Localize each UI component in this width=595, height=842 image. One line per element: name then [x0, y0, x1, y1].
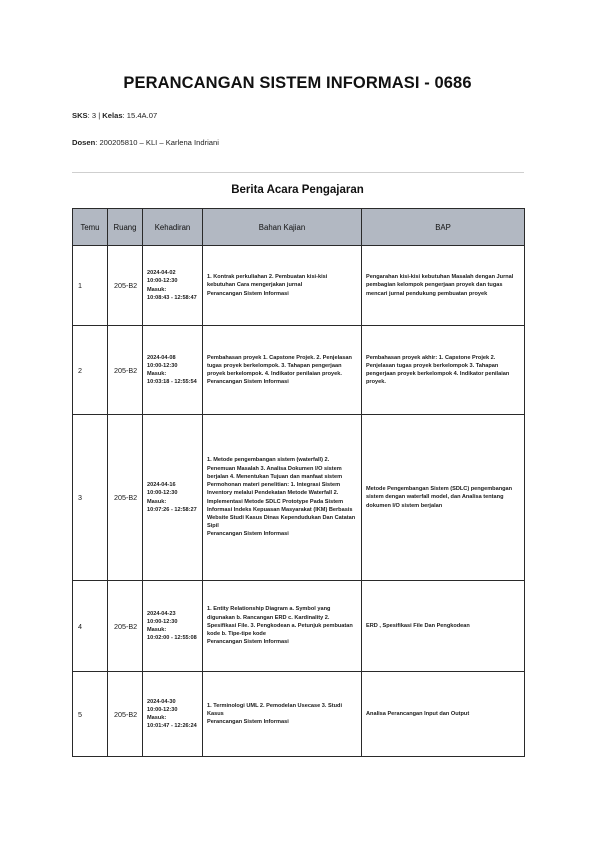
- table-row: [73, 581, 525, 672]
- kehadiran-masuk-label: Masuk:: [147, 498, 167, 505]
- dosen-value: : 200205810 – KLI – Karlena Indriani: [95, 138, 219, 147]
- table-row: [73, 672, 525, 757]
- bahan-mata-kuliah: Perancangan Sistem Informasi: [207, 379, 289, 386]
- header-bahan-kajian: Bahan Kajian: [203, 209, 362, 246]
- kehadiran-jam: 10:00-12:30: [147, 490, 178, 497]
- cell-bap: Pembahasan proyek akhir: 1. Capstone Projek 2. Penjelasan tugas proyek berkelompok 3. Tahapan pengerjaan proyek berkelompok 4. Indikator penilaian proyek.: [362, 326, 525, 415]
- kehadiran-masuk-label: Masuk:: [147, 715, 167, 721]
- table-row: [73, 246, 525, 326]
- bahan-text: 1. Terminologi UML 2. Pemodelan Usecase 3. Studi Kasus: [207, 702, 343, 717]
- cell-kehadiran: [143, 581, 203, 672]
- table-row: [73, 415, 525, 581]
- cell-bahan-kajian: [203, 326, 362, 415]
- cell-bahan-kajian: [203, 246, 362, 326]
- cell-bahan-kajian: [203, 672, 362, 757]
- kehadiran-jam: 10:00-12:30: [147, 362, 178, 369]
- bahan-text: 1. Entity Relationship Diagram a. Symbol yang digunakan b. Rancangan ERD c. Kardinality 2. Spesifikasi File. 3. Pengkodean a. Petunjuk pembuatan kode b. Tipe-tipe kode: [207, 606, 353, 638]
- header-kehadiran: Kehadiran: [143, 209, 203, 246]
- cell-temu: 2: [73, 326, 108, 415]
- cell-temu: 4: [73, 581, 108, 672]
- sks-label: SKS: [72, 111, 88, 120]
- kehadiran-masuk: 10:03:18 - 12:55:54: [147, 379, 197, 386]
- cell-ruang: 205-B2: [108, 415, 143, 581]
- cell-ruang: 205-B2: [108, 581, 143, 672]
- cell-bap: ERD , Spesifikasi File Dan Pengkodean: [362, 581, 525, 672]
- cell-bap: Pengarahan kisi-kisi kebutuhan Masalah dengan Jurnal pembagian kelompok pengerjaan proyek dan tugas mencari jurnal pendukung pembuatan proyek: [362, 246, 525, 326]
- dosen-label: Dosen: [72, 138, 96, 147]
- section-title: Berita Acara Pengajaran: [231, 184, 364, 196]
- bahan-text: 1. Kontrak perkuliahan 2. Pembuatan kisi-kisi kebutuhan Cara mengerjakan jurnal: [207, 274, 328, 289]
- kelas-label: Kelas: [102, 111, 123, 120]
- bahan-text: Pembahasan proyek 1. Capstone Projek. 2. Penjelasan tugas proyek berkelompok. 3. Tahapan pengerjaan proyek berkelompok. 4. Indikator penilaian proyek.: [207, 354, 352, 377]
- kehadiran-masuk-label: Masuk:: [147, 627, 167, 633]
- cell-kehadiran: [143, 246, 203, 326]
- sks-value: : 3: [87, 111, 97, 120]
- course-meta-sks-kelas: [72, 111, 157, 120]
- kelas-value: : 15.4A.07: [122, 111, 158, 120]
- cell-temu: 5: [73, 672, 108, 757]
- divider: [72, 172, 524, 173]
- kehadiran-jam: 10:00-12:30: [147, 706, 178, 713]
- kehadiran-tanggal: 2024-04-23: [147, 610, 176, 617]
- cell-bahan-kajian: [203, 415, 362, 581]
- kehadiran-jam: 10:00-12:30: [147, 618, 178, 625]
- cell-bap: Metode Pengembangan Sistem (SDLC) pengembangan sistem dengan waterfall model, dan Analisa tentang dokumen I/O sistem berjalan: [362, 415, 525, 581]
- header-bap: BAP: [362, 209, 525, 246]
- cell-kehadiran: [143, 672, 203, 757]
- kehadiran-masuk: 10:02:00 - 12:55:08: [147, 635, 197, 642]
- cell-temu: 1: [73, 246, 108, 326]
- cell-bahan-kajian: [203, 581, 362, 672]
- cell-bap: Analisa Perancangan Input dan Output: [362, 672, 525, 757]
- kehadiran-masuk-label: Masuk:: [147, 371, 167, 377]
- kehadiran-masuk: 10:07:26 - 12:58:27: [147, 506, 197, 513]
- kehadiran-jam: 10:00-12:30: [147, 278, 178, 285]
- kehadiran-tanggal: 2024-04-08: [147, 354, 176, 361]
- table-header-row: [73, 209, 525, 246]
- kehadiran-tanggal: 2024-04-16: [147, 482, 176, 489]
- cell-ruang: 205-B2: [108, 326, 143, 415]
- course-meta-dosen: [72, 138, 219, 147]
- header-ruang: Ruang: [108, 209, 143, 246]
- kehadiran-masuk: 10:01:47 - 12:26:24: [147, 723, 197, 730]
- bahan-mata-kuliah: Perancangan Sistem Informasi: [207, 531, 289, 538]
- kehadiran-tanggal: 2024-04-02: [147, 270, 176, 277]
- bahan-mata-kuliah: Perancangan Sistem Informasi: [207, 639, 289, 646]
- kehadiran-masuk: 10:08:43 - 12:58:47: [147, 294, 197, 301]
- bahan-text: 1. Metode pengembangan sistem (waterfall) 2. Penemuan Masalah 3. Analisa Dokumen I/O sistem berjalan 4. Menentukan Tujuan dan manfaat sistem Permohonan materi penelitian: 1. Integrasi Sistem Inventory melalui Pendekatan Metode Waterfall 2. Implementasi Metode SDLC Prototype Pada Sistem Informasi Indeks Kepuasan Masyarakat (IKM) Berbasis Website Studi Kasus Dinas Kependudukan Dan Catatan Sipil: [207, 457, 356, 530]
- kehadiran-masuk-label: Masuk:: [147, 286, 167, 293]
- cell-ruang: 205-B2: [108, 672, 143, 757]
- cell-kehadiran: [143, 326, 203, 415]
- bahan-mata-kuliah: Perancangan Sistem Informasi: [207, 719, 289, 726]
- bahan-mata-kuliah: Perancangan Sistem Informasi: [207, 290, 289, 297]
- cell-temu: 3: [73, 415, 108, 581]
- page-title: PERANCANGAN SISTEM INFORMASI - 0686: [123, 74, 472, 92]
- table-row: [73, 326, 525, 415]
- header-temu: Temu: [73, 209, 108, 246]
- kehadiran-tanggal: 2024-04-30: [147, 698, 176, 705]
- cell-kehadiran: [143, 415, 203, 581]
- cell-ruang: 205-B2: [108, 246, 143, 326]
- bap-table: [72, 208, 525, 757]
- meta-separator: |: [96, 111, 103, 120]
